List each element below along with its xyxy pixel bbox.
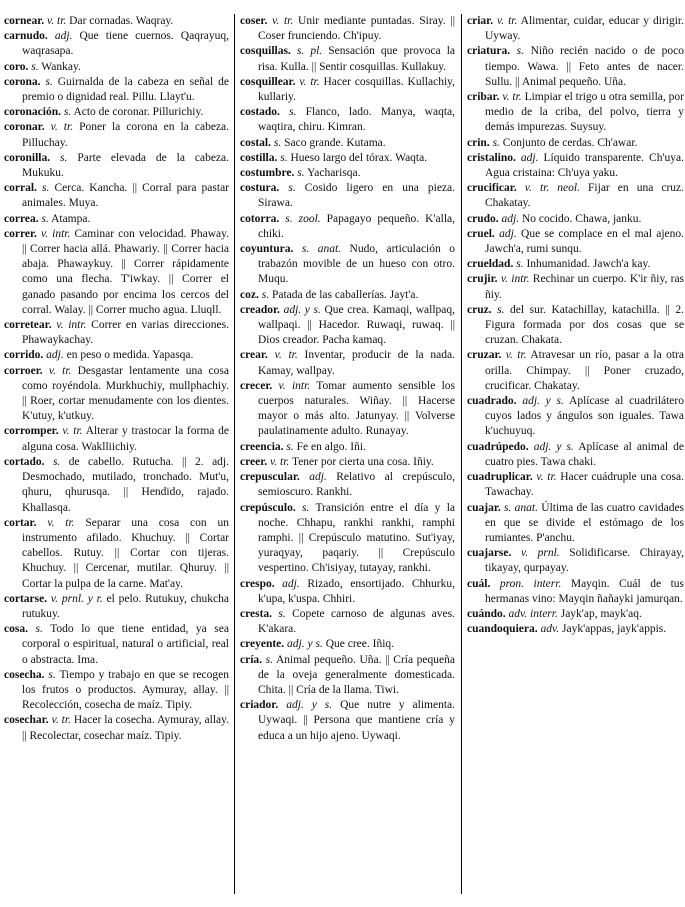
entry-grammar: s.: [52, 455, 61, 468]
dictionary-entry: [4, 212, 229, 227]
entry-definition: Animal pequeño. Uña. || Cría pequeña de la oveja generalmente domesticada. Chita. || Cría de la llama. Tiwi.: [258, 653, 455, 696]
entry-grammar: s.: [42, 182, 50, 195]
dictionary-entry: [4, 668, 229, 714]
entry-headword: creador.: [240, 303, 280, 316]
entry-grammar: s.: [63, 106, 72, 119]
dictionary-entry: [240, 455, 455, 470]
dictionary-entry: [4, 29, 229, 59]
dictionary-entry: [240, 607, 455, 637]
entry-headword: crepuscular.: [240, 471, 300, 484]
entry-grammar: v. tr.: [47, 15, 67, 27]
dictionary-entry: [4, 227, 229, 318]
entry-headword: cornear.: [4, 15, 45, 27]
dictionary-entry: [467, 348, 684, 394]
dictionary-entry: [240, 698, 455, 744]
entry-grammar: s.: [280, 151, 288, 164]
entry-grammar: v. intr.: [40, 227, 71, 240]
entry-headword: criatura.: [467, 45, 511, 58]
entry-definition: Transición entre el día y la noche. Chhapu, rankhi rankhi, ramphi ramphi. || Crepúsculo matutino. Sut'iyay, yuraqyay, paqariy. || Crepúsculo vespertino. Ch'isiyay, tutayay, rankhi.: [258, 501, 456, 575]
dictionary-entry: [240, 379, 455, 440]
entry-definition: Jayk'ap, mayk'aq.: [560, 607, 642, 620]
dictionary-entry: [4, 592, 229, 622]
entry-headword: crujir.: [467, 273, 498, 286]
entry-definition: Que nutre y alimenta. Uywaqi. || Persona que mantiene cría y educa a un hijo ajeno. Uywaqi.: [258, 699, 456, 742]
dictionary-entry: [467, 227, 684, 257]
entry-headword: coser.: [240, 15, 268, 27]
entry-definition: Wankay.: [41, 60, 81, 73]
entry-definition: en peso o medida. Yapasqa.: [66, 349, 194, 362]
column-1: [4, 14, 229, 744]
entry-definition: Alterar y trastocar la forma de alguna cosa. Waklliichiy.: [22, 425, 230, 453]
dictionary-entry: [4, 60, 229, 75]
dictionary-entry: [467, 44, 684, 90]
entry-definition: Atampa.: [51, 212, 91, 225]
entry-definition: Sensación que provoca la risa. Kulla. || Sentir cosquillas. Kullakuy.: [258, 45, 456, 73]
dictionary-entry: [4, 151, 229, 181]
dictionary-entry: [467, 546, 684, 576]
entry-headword: cortarse.: [4, 592, 48, 605]
entry-headword: costura.: [240, 182, 280, 195]
entry-grammar: adj.: [499, 227, 517, 240]
entry-grammar: adj.: [309, 471, 327, 484]
entry-headword: corrido.: [4, 349, 44, 362]
entry-definition: Flanco, lado. Manya, waqta, waqtira, chiru. Kimran.: [258, 106, 455, 134]
dictionary-entry: [240, 470, 455, 500]
entry-grammar: adj. y s.: [286, 699, 333, 712]
entry-headword: crudo.: [467, 212, 499, 225]
entry-definition: Rizado, ensortijado. Chhurku, k'upa, k'uspa. Chhiri.: [258, 577, 455, 605]
entry-definition: Tiempo y trabajo en que se recogen los frutos o productos. Aymuray, allay. || Recolección, cosecha de maíz. Tipiy.: [22, 668, 230, 712]
entry-grammar: adj. y s.: [287, 638, 323, 651]
entry-headword: crecer.: [240, 379, 273, 392]
entry-headword: crucificar.: [467, 182, 517, 195]
dictionary-entry: [4, 318, 229, 348]
entry-headword: cuandoquiera.: [467, 623, 538, 636]
entry-definition: el pelo. Rutukuy, chukcha rutukuy.: [22, 592, 229, 620]
entry-definition: Rechinar un cuerpo. K'ir ñiy, ras ñiy.: [485, 273, 685, 301]
dictionary-entry: [4, 455, 229, 516]
entry-grammar: v. intr.: [56, 319, 87, 332]
entry-grammar: v. tr.: [299, 75, 320, 88]
entry-grammar: adj.: [54, 30, 73, 43]
entry-grammar: s.: [35, 623, 43, 636]
entry-definition: Tener por cierta una cosa. Iñiy.: [291, 455, 434, 468]
entry-grammar: adv. interr.: [508, 607, 558, 620]
entry-grammar: s.: [286, 440, 294, 453]
entry-definition: Hacer la cosecha. Aymuray, allay. || Recolectar, cosechar maíz. Tipiy.: [22, 714, 229, 742]
entry-definition: Que cree. Iñiq.: [325, 638, 395, 651]
entry-grammar: s.: [302, 501, 310, 514]
dictionary-entry: [240, 653, 455, 699]
entry-headword: cosquillas.: [240, 45, 291, 58]
entry-headword: cristalino.: [467, 151, 516, 164]
entry-headword: cosquillear.: [240, 75, 296, 88]
entry-definition: Aplícase al cuadrilátero cuyos lados y ángulos son iguales. Tawa k'uchuyuq.: [485, 395, 684, 438]
dictionary-entry: [240, 75, 455, 105]
entry-definition: No cocido. Chawa, janku.: [521, 212, 642, 225]
entry-grammar: s.: [492, 136, 500, 149]
entry-definition: Niño recién nacido o de poco tiempo. Wawa. || Feto antes de nacer. Sullu. || Animal pequeño. Uña.: [485, 45, 684, 88]
entry-headword: cosechar.: [4, 714, 49, 727]
entry-definition: Atravesar un río, pasar a la otra orilla. Chimpay. || Poner cruzado, crucificar. Chakatay.: [485, 349, 684, 392]
entry-definition: Tomar aumento sensible los cuerpos naturales. Wiñay. || Hacerse mayor o más alto. Jatunyay. || Volverse paulatinamente adulto. Runayay.: [258, 379, 455, 438]
entry-definition: Jayk'appas, jayk'appis.: [562, 623, 667, 636]
entry-grammar: s.: [497, 303, 505, 316]
entry-definition: Patada de las caballerías. Jayt'a.: [271, 288, 419, 301]
entry-definition: Última de las cuatro cavidades en que se divide el estómago de los rumiantes. P'anchu.: [485, 501, 685, 544]
dictionary-entry: [4, 364, 229, 425]
dictionary-entry: [240, 212, 455, 242]
entry-headword: cresta.: [240, 607, 273, 620]
entry-definition: Desgastar lentamente una cosa como royéndola. Murkhuchiy, mullphachiy. || Roer, cortar menudamente con los dientes. K'utuy, k'utkuy.: [22, 364, 229, 423]
entry-grammar: v. prnl.: [520, 547, 560, 560]
entry-grammar: adj.: [282, 577, 300, 590]
entry-headword: cuándo.: [467, 607, 506, 620]
entry-definition: Fe en algo. Iñi.: [296, 440, 366, 453]
entry-definition: Poner la corona en la cabeza. Pilluchay.: [22, 121, 230, 149]
entry-grammar: s.: [289, 106, 297, 119]
dictionary-entry: [467, 622, 684, 637]
entry-definition: Mayqin. Cuál de tus hermanas vino: Mayqin ñañayki jamurqan.: [485, 577, 685, 605]
entry-definition: Conjunto de cerdas. Ch'awar.: [502, 136, 638, 149]
dictionary-entry: [240, 637, 455, 652]
dictionary-entry: [467, 470, 684, 500]
entry-headword: correa.: [4, 212, 39, 225]
dictionary-entry: [4, 120, 229, 150]
entry-headword: cuajarse.: [467, 547, 512, 560]
column-2: [240, 14, 455, 744]
entry-grammar: s. pl.: [296, 45, 323, 58]
entry-definition: Yacharisqa.: [307, 167, 361, 180]
entry-grammar: s.: [41, 212, 49, 225]
entry-definition: Caminar con velocidad. Phaway. || Correr hacia allá. Phawariy. || Correr hacia abaja. Phawaykuy. || Correr rápidamente como una flecha. T'iwkay. || Correr el ganado pasando por encima los cercos del corral. Walay. || Correr mucho agua. Lluqll.: [22, 227, 230, 316]
entry-grammar: s.: [261, 288, 270, 301]
entry-definition: Saco grande. Kutama.: [284, 136, 386, 149]
dictionary-entry: [4, 105, 229, 120]
entry-headword: correr.: [4, 227, 37, 240]
dictionary-entry: [467, 272, 684, 302]
entry-headword: crespo.: [240, 577, 275, 590]
entry-headword: cuál.: [467, 577, 491, 590]
entry-grammar: s.: [31, 60, 39, 73]
entry-grammar: s. anat.: [504, 501, 538, 514]
entry-headword: cría.: [240, 653, 263, 666]
entry-definition: Separar una cosa con un instrumento afilado. Khuchuy. || Cortar cabellos. Rutuy. || Cortar con tijeras. Khuchuy. || Cercenar, mutilar. Qhuruy. || Cortar la pulpa de la carne. Mat'ay.: [22, 516, 229, 590]
entry-grammar: adj.: [520, 151, 539, 164]
entry-headword: coronilla.: [4, 151, 51, 164]
dictionary-entry: [240, 501, 455, 577]
entry-grammar: s.: [516, 45, 525, 58]
entry-grammar: v. intr.: [278, 379, 311, 392]
entry-grammar: s. zool.: [285, 212, 321, 225]
entry-headword: crin.: [467, 136, 490, 149]
entry-headword: criador.: [240, 699, 279, 712]
entry-definition: Guirnalda de la cabeza en señal de premio o dignidad real. Pillu. Llayt'u.: [22, 75, 229, 104]
entry-headword: corral.: [4, 182, 37, 195]
entry-grammar: s.: [278, 607, 286, 620]
entry-definition: Solidificarse. Chirayay, tikayay, qurpayay.: [485, 547, 685, 575]
entry-grammar: adj.: [46, 349, 64, 362]
entry-definition: Cerca. Kancha. || Corral para pastar animales. Muya.: [22, 182, 230, 210]
dictionary-entry: [240, 577, 455, 607]
entry-definition: Parte elevada de la cabeza. Mukuku.: [22, 151, 230, 180]
entry-grammar: v. tr.: [497, 15, 518, 27]
entry-definition: Inventar, producir de la nada. Kamay, wallpay.: [258, 349, 456, 377]
dictionary-entry: [467, 257, 684, 272]
entry-grammar: v. tr.: [272, 15, 294, 27]
dictionary-entry: [240, 288, 455, 303]
dictionary-entry: [4, 516, 229, 592]
dictionary-entry: [467, 181, 684, 211]
entry-headword: crueldad.: [467, 258, 514, 271]
entry-headword: criar.: [467, 15, 494, 27]
entry-headword: cuadruplicar.: [467, 471, 533, 484]
dictionary-entry: [467, 90, 684, 136]
dictionary-entry: [4, 348, 229, 363]
entry-definition: Acto de coronar. Pillurichiy.: [73, 106, 204, 119]
entry-definition: de cabello. Rutucha. || 2. adj. Desmochado, mutilado, tronchado. Mut'u, qhuru, qhurusqa. || Hendido, rajado. Khallasqa.: [22, 455, 230, 514]
dictionary-entry: [467, 577, 684, 607]
dictionary-entry: [467, 394, 684, 440]
entry-grammar: adv.: [540, 623, 560, 636]
dictionary-entry: [240, 151, 455, 166]
entry-headword: cosa.: [4, 623, 28, 636]
entry-definition: Inhumanidad. Jawch'a kay.: [526, 258, 651, 271]
dictionary-entry: [240, 181, 455, 211]
dictionary-entry: [240, 348, 455, 378]
dictionary-entry: [467, 136, 684, 151]
entry-definition: Fijar en una cruz. Chakatay.: [485, 182, 685, 210]
entry-headword: creyente.: [240, 638, 285, 651]
dictionary-entry: [240, 105, 455, 135]
entry-grammar: v. tr.: [50, 121, 74, 134]
column-divider: [461, 14, 462, 894]
entry-headword: cotorra.: [240, 212, 280, 225]
entry-headword: costado.: [240, 106, 280, 119]
entry-headword: corromper.: [4, 425, 59, 438]
entry-definition: Papagayo pequeño. K'alla, chiki.: [258, 212, 455, 240]
entry-grammar: v. tr.: [502, 91, 522, 104]
dictionary-entry: [467, 440, 684, 470]
dictionary-entry: [467, 151, 684, 181]
entry-grammar: pron. interr.: [499, 577, 562, 590]
entry-definition: Unir mediante puntadas. Siray. || Coser frunciendo. Ch'ipuy.: [258, 15, 455, 43]
entry-grammar: v. tr.: [270, 455, 290, 468]
entry-headword: carnudo.: [4, 30, 48, 43]
entry-grammar: v. tr.: [48, 364, 72, 377]
dictionary-entry: [4, 181, 229, 211]
entry-grammar: v. tr.: [274, 349, 298, 362]
entry-definition: Copete carnoso de algunas aves. K'akara.: [258, 607, 455, 636]
entry-grammar: adj. y s.: [283, 303, 321, 316]
entry-grammar: s.: [273, 136, 282, 149]
dictionary-entry: [4, 622, 229, 668]
entry-headword: coz.: [240, 288, 259, 301]
entry-definition: Que se complace en el mal ajeno. Jawch'a, rumi sunqu.: [485, 227, 685, 256]
entry-definition: Cosido ligero en una pieza. Sirawa.: [258, 182, 456, 210]
entry-headword: cribar.: [467, 91, 500, 104]
entry-definition: Todo lo que tiene entidad, ya sea corporal o espiritual, natural o artificial, real o abstracta. Ima.: [22, 623, 229, 666]
dictionary-entry: [240, 136, 455, 151]
entry-headword: corretear.: [4, 319, 52, 332]
entry-definition: Que crea. Kamaqi, wallpaq, wallpaqi. || Hacedor. Ruwaqi, ruwaq. || Dios creador. Pacha kamaq.: [258, 303, 456, 347]
entry-headword: coronar.: [4, 121, 45, 134]
entry-grammar: v. tr.: [536, 471, 557, 484]
entry-grammar: s.: [48, 668, 56, 681]
entry-headword: cuadrúpedo.: [467, 440, 529, 453]
entry-headword: costumbre.: [240, 167, 295, 180]
entry-headword: coro.: [4, 60, 29, 73]
entry-grammar: v. tr. neol.: [524, 182, 580, 195]
entry-headword: cortado.: [4, 455, 45, 468]
entry-grammar: adj.: [501, 212, 520, 225]
entry-definition: del sur. Katachillay, katachilla. || 2. Figura formada por dos cosas que se cruzan. Chakata.: [485, 303, 685, 347]
dictionary-entry: [4, 713, 229, 743]
entry-headword: cruz.: [467, 303, 492, 316]
entry-headword: costal.: [240, 136, 271, 149]
entry-grammar: s.: [45, 75, 53, 88]
entry-grammar: v. tr.: [505, 349, 527, 362]
entry-definition: Alimentar, cuidar, educar y dirigir. Uyway.: [485, 15, 684, 43]
entry-grammar: adj. y s.: [533, 440, 574, 453]
dictionary-entry: [240, 242, 455, 288]
dictionary-entry: [467, 607, 684, 622]
entry-headword: creencia.: [240, 440, 284, 453]
dictionary-entry: [4, 75, 229, 105]
entry-headword: coyuntura.: [240, 243, 294, 256]
entry-headword: cortar.: [4, 516, 37, 529]
entry-headword: cuajar.: [467, 501, 501, 514]
entry-headword: corroer.: [4, 364, 43, 377]
dictionary-entry: [240, 166, 455, 181]
dictionary-entry: [240, 44, 455, 74]
entry-grammar: v. tr.: [62, 425, 83, 438]
entry-grammar: v. prnl. y r.: [50, 592, 103, 605]
dictionary-entry: [240, 14, 455, 44]
entry-headword: crepúsculo.: [240, 501, 296, 514]
dictionary-entry: [4, 424, 229, 454]
entry-definition: Hacer cuádruple una cosa. Tawachay.: [485, 471, 685, 499]
entry-definition: Que tiene cuernos. Qaqrayuq, waqrasapa.: [22, 30, 230, 58]
entry-headword: coronación.: [4, 106, 61, 119]
entry-headword: cruzar.: [467, 349, 502, 362]
entry-grammar: s.: [297, 167, 305, 180]
entry-definition: Hueso largo del tórax. Waqta.: [290, 151, 428, 164]
column-3: [467, 14, 684, 637]
entry-grammar: s. anat.: [301, 243, 342, 256]
dictionary-entry: [467, 212, 684, 227]
column-divider: [234, 14, 235, 894]
entry-grammar: s.: [288, 182, 296, 195]
entry-definition: Líquido transparente. Ch'uya. Agua cristaina: Ch'uya yaku.: [485, 151, 685, 180]
entry-grammar: v. tr.: [47, 516, 75, 529]
entry-definition: Limpiar el trigo u otra semilla, por medio de la criba, del polvo, tierra y demás impurezas. Suysuy.: [485, 91, 684, 134]
entry-definition: Correr en varias direcciones. Phawaykachay.: [22, 319, 229, 347]
entry-definition: Relativo al crepúsculo, semioscuro. Rankhi.: [258, 471, 456, 499]
dictionary-entry: [467, 14, 684, 44]
entry-headword: costilla.: [240, 151, 278, 164]
entry-grammar: s.: [516, 258, 524, 271]
entry-grammar: s.: [265, 653, 273, 666]
dictionary-entry: [4, 14, 229, 29]
dictionary-entry: [467, 501, 684, 547]
entry-grammar: adj. y s.: [522, 395, 564, 408]
dictionary-entry: [467, 303, 684, 349]
entry-definition: Hacer cosquillas. Kullachiy, kullariy.: [258, 75, 456, 104]
entry-headword: crear.: [240, 349, 268, 362]
entry-grammar: v. tr.: [51, 714, 71, 727]
entry-grammar: v. intr.: [500, 273, 530, 286]
entry-definition: Nudo, articulación o trabazón movible de un hueso con otro. Muqu.: [258, 243, 455, 286]
entry-headword: cosecha.: [4, 668, 45, 681]
entry-definition: Aplícase al animal de cuatro pies. Tawa chaki.: [485, 440, 684, 468]
dictionary-entry: [240, 303, 455, 349]
entry-definition: Dar cornadas. Waqray.: [69, 15, 174, 27]
entry-headword: cuadrado.: [467, 395, 517, 408]
entry-headword: corona.: [4, 75, 41, 88]
entry-headword: creer.: [240, 455, 268, 468]
dictionary-entry: [240, 440, 455, 455]
entry-grammar: s.: [60, 151, 68, 164]
entry-headword: cruel.: [467, 227, 495, 240]
